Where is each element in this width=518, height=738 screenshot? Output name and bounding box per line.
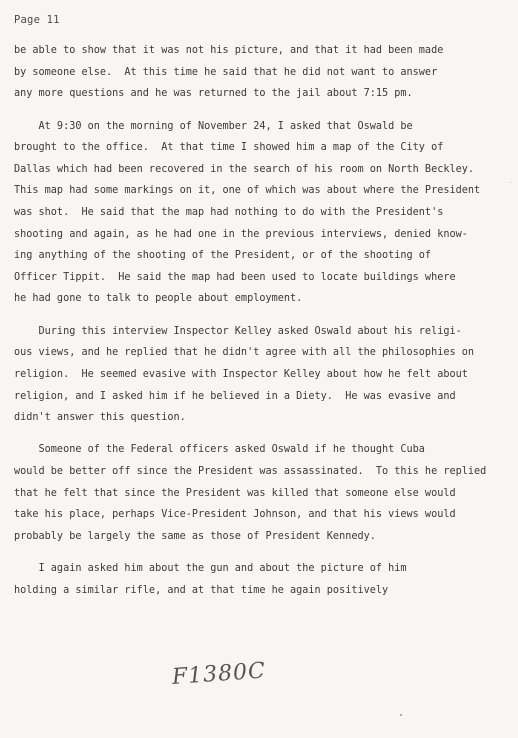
text-line: religion, and I asked him if he believed in a Diety. He was evasive and — [14, 390, 456, 402]
text-line: holding a similar rifle, and at that time he again positively — [14, 584, 389, 596]
text-line: didn't answer this question. — [14, 412, 186, 424]
paragraph — [14, 439, 510, 547]
text-line: Dallas which had been recovered in the search of his room on North Beckley. — [14, 163, 475, 175]
text-line: be able to show that it was not his picture, and that it had been made — [14, 45, 444, 56]
paragraph-gap — [14, 310, 510, 321]
text-line: Officer Tippit. He said the map had been used to locate buildings where — [14, 271, 456, 283]
handwritten-exhibit-mark: F1380C — [171, 658, 267, 690]
text-line: by someone else. At this time he said that he did not want to answer — [14, 66, 438, 78]
text-line: brought to the office. At that time I showed him a map of the City of — [14, 142, 444, 154]
paper-speck — [510, 182, 511, 183]
document-body — [14, 40, 510, 601]
text-line: shooting and again, as he had one in the previous interviews, denied know- — [14, 228, 468, 240]
text-line: would be better off since the President was assassinated. To this he replied — [14, 466, 487, 478]
paragraph — [14, 116, 510, 310]
text-line: probably be largely the same as those of President Kennedy. — [14, 530, 376, 542]
text-line: ing anything of the shooting of the President, or of the shooting of — [14, 250, 432, 262]
text-line: This map had some markings on it, one of which was about where the President — [14, 185, 481, 197]
paragraph-gap — [14, 429, 510, 440]
text-line: I again asked him about the gun and about the picture of him — [14, 563, 407, 575]
paragraph — [14, 558, 510, 601]
text-line: that he felt that since the President was killed that someone else would — [14, 487, 456, 499]
text-line: he had gone to talk to people about employment. — [14, 293, 303, 305]
text-line: At 9:30 on the morning of November 24, I asked that Oswald be — [14, 120, 413, 132]
text-line: take his place, perhaps Vice-President Johnson, and that his views would — [14, 509, 456, 521]
text-line: During this interview Inspector Kelley asked Oswald about his religi- — [14, 325, 462, 337]
text-line: ous views, and he replied that he didn't agree with all the philosophies on — [14, 347, 475, 359]
paragraph — [14, 40, 510, 105]
text-line: religion. He seemed evasive with Inspector Kelley about how he felt about — [14, 368, 468, 380]
paragraph-gap — [14, 547, 510, 558]
paper-speck — [400, 714, 402, 716]
page-number: Page 11 — [14, 14, 60, 26]
text-line: Someone of the Federal officers asked Oswald if he thought Cuba — [14, 444, 425, 456]
text-line: any more questions and he was returned to the jail about 7:15 pm. — [14, 88, 413, 100]
paragraph-gap — [14, 105, 510, 116]
paragraph — [14, 321, 510, 429]
text-line: was shot. He said that the map had nothing to do with the President's — [14, 206, 444, 218]
